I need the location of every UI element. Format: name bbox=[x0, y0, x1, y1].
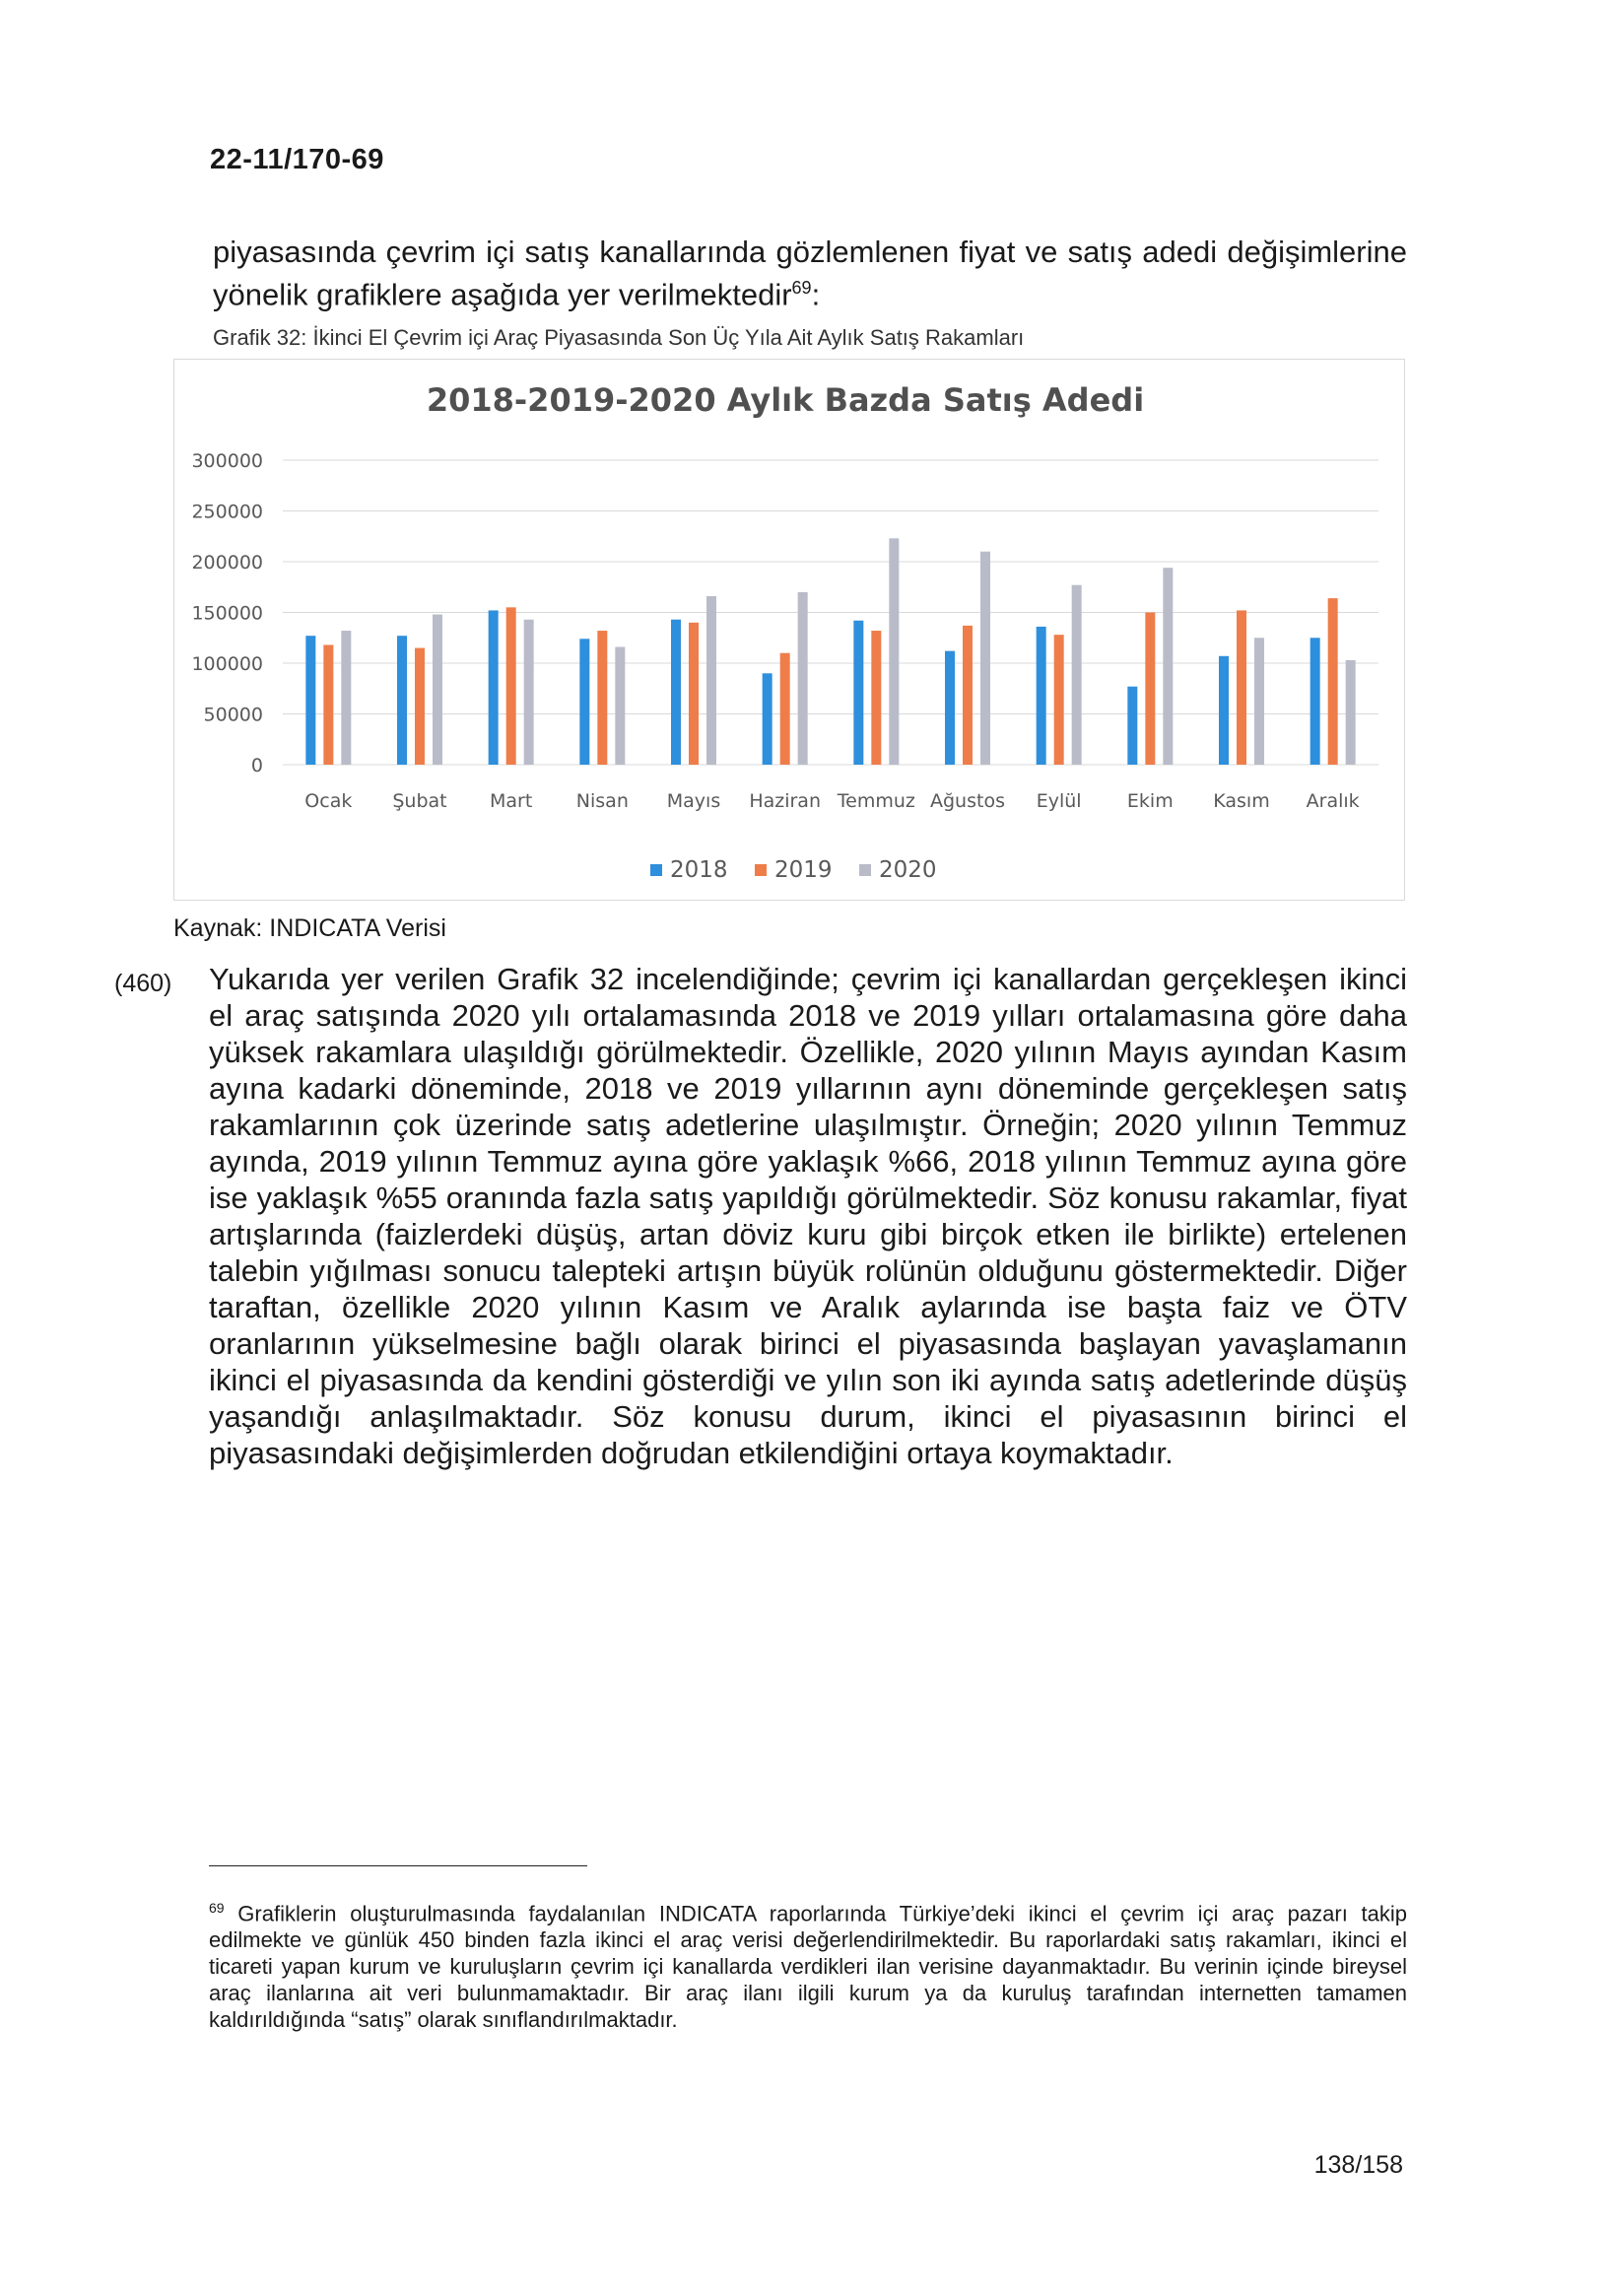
chart-title: 2018-2019-2020 Aylık Bazda Satış Adedi bbox=[426, 381, 1145, 419]
legend-swatch-2019 bbox=[755, 864, 767, 876]
bar-2019-Aralık bbox=[1328, 598, 1338, 765]
bar-2018-Şubat bbox=[397, 636, 407, 765]
page-number: 138/158 bbox=[1313, 2151, 1403, 2179]
legend-label-2018: 2018 bbox=[670, 857, 728, 883]
legend-label-2020: 2020 bbox=[879, 857, 937, 883]
bar-2019-Haziran bbox=[780, 653, 790, 765]
legend bbox=[650, 857, 937, 883]
x-tick-label: Ocak bbox=[304, 790, 353, 812]
bar-2018-Aralık bbox=[1310, 638, 1320, 765]
y-tick-label: 0 bbox=[250, 755, 263, 777]
footnote-text: Grafiklerin oluşturulmasında faydalanılan INDICATA raporlarında Türkiye’deki ikinci el çevrim içi araç pazarı takip edilmekte ve günlük 450 binden fazla ikinci el araç verisi değerlendirilmektedir. Bu raporlardaki satış rakamları, ikinci el ticareti yapan kurum ve kuruluşların çevrim içi kanallarda verdikleri ilan verisine dayanmaktadır. Bu verinin içinde bireysel araç ilanlarına ait veri bulunmamaktadır. Bir araç ilanı ilgili kurum ya da kuruluş tarafından internetten tamamen kaldırıldığında “satış” olarak sınıflandırılmaktadır. bbox=[209, 1901, 1407, 2033]
bar-2018-Ekim bbox=[1127, 687, 1137, 765]
bar-2018-Ağustos bbox=[945, 651, 955, 765]
paragraph-number: (460) bbox=[114, 970, 172, 997]
bar-2018-Haziran bbox=[763, 673, 772, 765]
bar-2020-Aralık bbox=[1346, 660, 1356, 765]
gridlines bbox=[283, 460, 1378, 765]
x-tick-label: Kasım bbox=[1213, 790, 1270, 812]
bar-2019-Nisan bbox=[597, 631, 607, 765]
y-tick-label: 100000 bbox=[191, 653, 263, 675]
intro-text: piyasasında çevrim içi satış kanallarında gözlemlenen fiyat ve satış adedi değişimlerine yönelik grafiklere aşağıda yer verilmektedir bbox=[213, 235, 1407, 312]
bar-2020-Temmuz bbox=[889, 538, 899, 765]
intro-paragraph bbox=[213, 235, 1407, 312]
bar-2019-Temmuz bbox=[871, 631, 881, 765]
figure-caption: Grafik 32: İkinci El Çevrim içi Araç Piyasasında Son Üç Yıla Ait Aylık Satış Rakamları bbox=[213, 325, 1025, 350]
bar-2020-Haziran bbox=[798, 592, 808, 765]
bar-2020-Eylül bbox=[1072, 585, 1082, 765]
bar-2019-Eylül bbox=[1054, 635, 1064, 765]
bar-2020-Ocak bbox=[341, 631, 351, 765]
legend-swatch-2018 bbox=[650, 864, 662, 876]
bar-2018-Kasım bbox=[1219, 656, 1229, 765]
legend-swatch-2020 bbox=[859, 864, 871, 876]
bar-2020-Şubat bbox=[433, 615, 442, 765]
x-tick-label: Nisan bbox=[575, 790, 629, 812]
y-tick-label: 150000 bbox=[191, 602, 263, 625]
document-id: 22-11/170-69 bbox=[210, 144, 384, 175]
bar-2018-Ocak bbox=[305, 636, 315, 765]
footnote-separator bbox=[209, 1865, 587, 1866]
footnote bbox=[209, 1895, 1407, 2033]
x-tick-label: Mart bbox=[490, 790, 533, 812]
bar-2019-Ekim bbox=[1145, 613, 1155, 766]
bar-2019-Şubat bbox=[415, 648, 425, 765]
x-tick-label: Temmuz bbox=[837, 790, 915, 812]
bar-2019-Ocak bbox=[323, 644, 333, 765]
bar-2018-Mayıs bbox=[671, 620, 681, 765]
y-axis-labels bbox=[191, 450, 263, 777]
x-tick-label: Eylül bbox=[1036, 790, 1082, 812]
x-axis-labels bbox=[304, 790, 1359, 812]
y-tick-label: 250000 bbox=[191, 501, 263, 523]
chart-frame bbox=[173, 359, 1405, 901]
x-tick-label: Mayıs bbox=[666, 790, 721, 812]
legend-label-2019: 2019 bbox=[774, 857, 833, 883]
footnote-number: 69 bbox=[209, 1900, 225, 1916]
bar-2020-Mart bbox=[524, 620, 534, 765]
bar-chart bbox=[174, 360, 1404, 900]
intro-suffix: : bbox=[811, 277, 821, 312]
bar-2020-Ekim bbox=[1163, 568, 1173, 765]
bar-2019-Kasım bbox=[1237, 610, 1246, 765]
x-tick-label: Haziran bbox=[749, 790, 822, 812]
bars bbox=[305, 538, 1355, 765]
bar-2019-Mayıs bbox=[689, 623, 699, 765]
bar-2018-Eylül bbox=[1037, 627, 1046, 765]
y-tick-label: 50000 bbox=[203, 704, 263, 726]
y-tick-label: 200000 bbox=[191, 552, 263, 574]
body-paragraph: Yukarıda yer verilen Grafik 32 incelendiğinde; çevrim içi kanallardan gerçekleşen ikinci el araç satışında 2020 yılı ortalamasında 2018 ve 2019 yılları ortalamasına göre daha yüksek rakamlara ulaşıldığı görülmektedir. Özellikle, 2020 yılının Mayıs ayından Kasım ayına kadarki döneminde, 2018 ve 2019 yıllarının aynı döneminde gerçekleşen satış rakamlarının çok üzerinde satış adetlerine ulaşılmıştır. Örneğin; 2020 yılının Temmuz ayında, 2019 yılının Temmuz ayına göre yaklaşık %66, 2018 yılının Temmuz ayına göre ise yaklaşık %55 oranında fazla satış yapıldığı görülmektedir. Söz konusu rakamlar, fiyat artışlarında (faizlerdeki düşüş, artan döviz kuru gibi birçok etken ile birlikte) ertelenen talebin yığılması sonucu talepteki artışın büyük rolünün olduğunu göstermektedir. Diğer taraftan, özellikle 2020 yılının Kasım ve Aralık aylarında ise başta faiz ve ÖTV oranlarının yükselmesine bağlı olarak birinci el piyasasında başlayan yavaşlamanın ikinci el piyasasında da kendini gösterdiği ve yılın son iki ayında satış adetlerinde düşüş yaşandığı anlaşılmaktadır. Söz konusu durum, ikinci el piyasasının birinci el piyasasındaki değişimlerden doğrudan etkilendiğini ortaya koymaktadır. bbox=[209, 962, 1407, 1470]
bar-2019-Mart bbox=[506, 607, 516, 765]
x-tick-label: Şubat bbox=[392, 790, 447, 812]
x-tick-label: Ağustos bbox=[930, 790, 1005, 812]
footnote-ref[interactable]: 69 bbox=[791, 278, 812, 298]
x-tick-label: Ekim bbox=[1126, 790, 1174, 812]
bar-2018-Nisan bbox=[579, 639, 589, 765]
y-tick-label: 300000 bbox=[191, 450, 263, 472]
figure-source: Kaynak: INDICATA Verisi bbox=[173, 914, 446, 942]
bar-2018-Temmuz bbox=[853, 621, 863, 765]
bar-2019-Ağustos bbox=[963, 626, 973, 765]
bar-2018-Mart bbox=[489, 610, 499, 765]
bar-2020-Ağustos bbox=[980, 552, 990, 765]
bar-2020-Kasım bbox=[1254, 638, 1264, 765]
bar-2020-Mayıs bbox=[706, 596, 716, 765]
x-tick-label: Aralık bbox=[1306, 790, 1360, 812]
bar-2020-Nisan bbox=[615, 647, 625, 765]
